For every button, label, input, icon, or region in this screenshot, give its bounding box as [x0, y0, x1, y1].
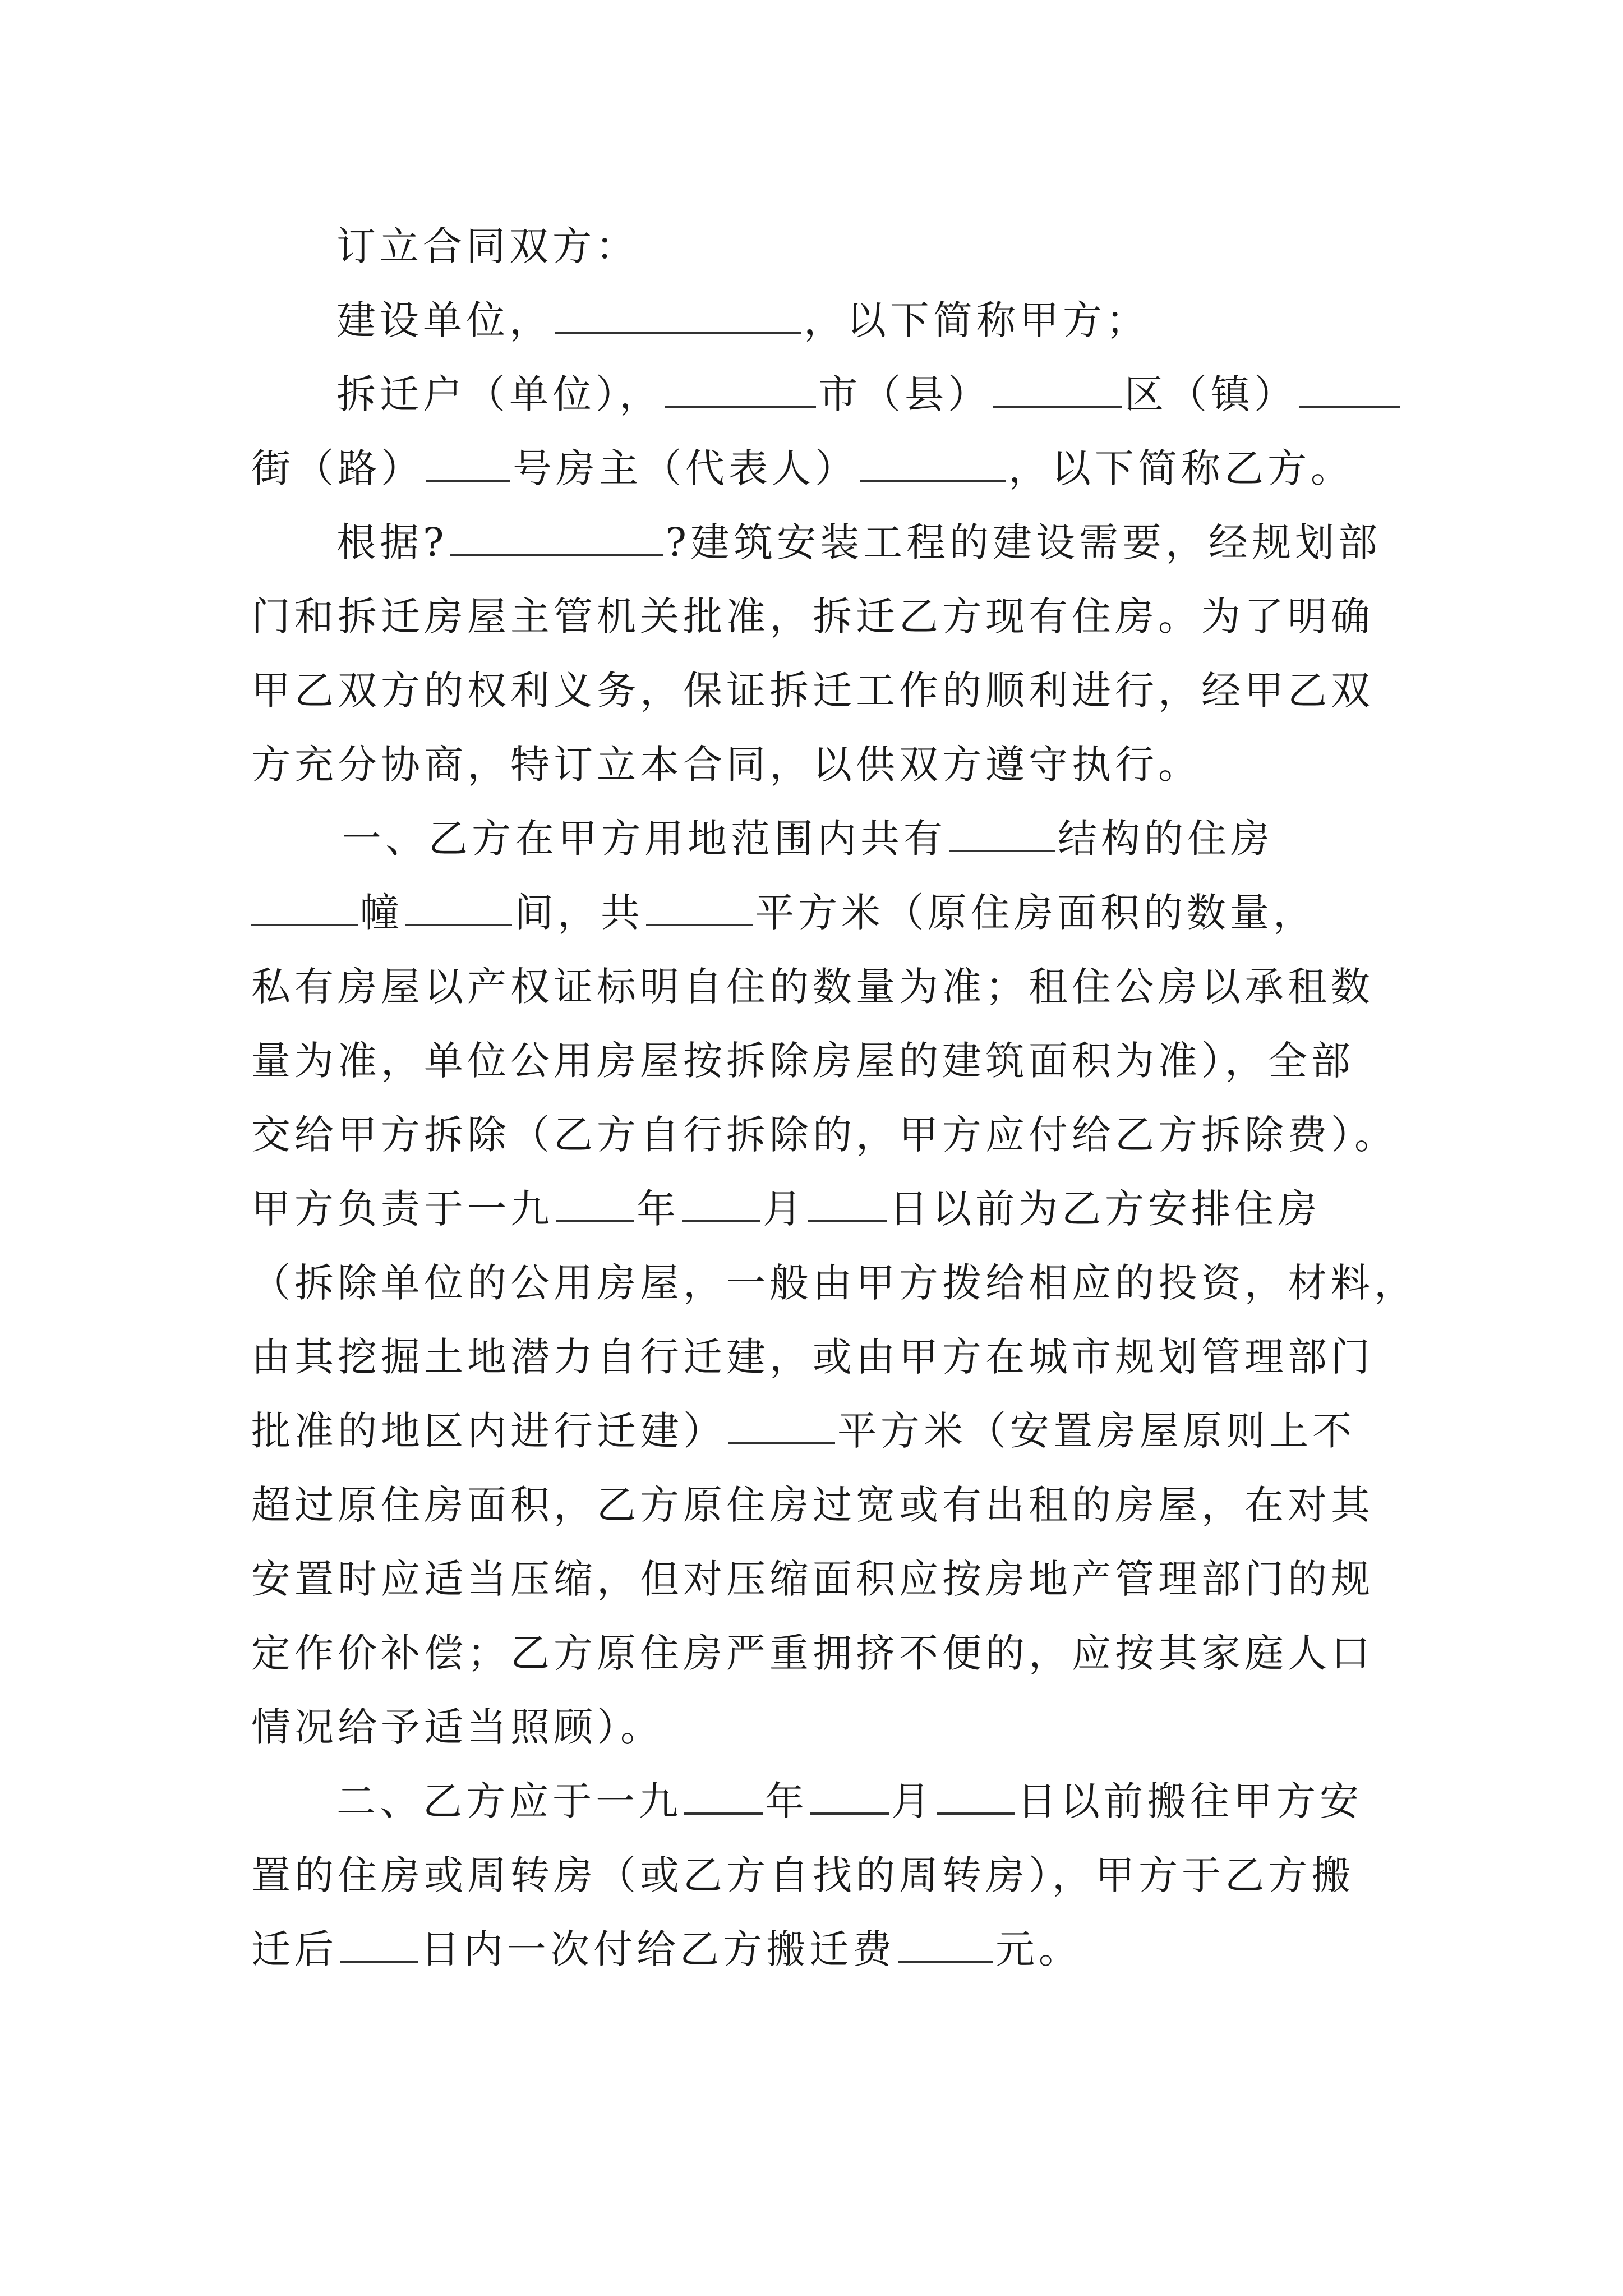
basis-line-2-text: 门和拆迁房屋主管机关批准，拆迁乙方现有住房。为了明确	[251, 593, 1374, 639]
project-name-blank[interactable]	[450, 521, 663, 556]
structure-type-blank[interactable]	[949, 817, 1055, 852]
month-label: 月	[763, 1186, 806, 1232]
party-b-name-blank[interactable]	[665, 373, 816, 408]
party-b-line-1	[336, 364, 1380, 425]
section-2-line-1	[336, 1770, 1380, 1832]
section-1-line-5	[251, 1104, 1423, 1166]
party-b-line-2	[251, 438, 1378, 499]
section-1-line-12	[251, 1622, 1378, 1684]
basis-line-4-text: 方充分协商，特订立本合同，以供双方遵守执行。	[251, 742, 1201, 788]
party-b-house-label: 号房主（代表人）	[513, 445, 858, 491]
section-1-line-1	[342, 808, 1419, 869]
party-a-prefix: 建设单位，	[336, 297, 552, 343]
placement-day-blank[interactable]	[808, 1188, 887, 1222]
move-year-blank[interactable]	[684, 1780, 763, 1815]
section-1-line-7-text: （拆除单位的公用房屋，一般由甲方拨给相应的投资，材料，	[251, 1260, 1417, 1306]
section-1-line-6	[251, 1178, 1378, 1240]
basis-prefix: 根据?	[336, 519, 448, 565]
room-count-blank[interactable]	[405, 891, 512, 926]
section-1-line-9-prefix: 批准的地区内进行迁建）	[251, 1408, 726, 1454]
area-unit-text: 平方米（原住房面积的数量，	[755, 890, 1316, 936]
basis-line-3-text: 甲乙双方的权利义务，保证拆迁工作的顺利进行，经甲乙双	[251, 668, 1374, 714]
section-1-line-13	[251, 1696, 1378, 1758]
section-1-line-11-text: 安置时应适当压缩，但对压缩面积应按房地产管理部门的规	[251, 1556, 1374, 1602]
building-unit: 幢	[360, 890, 403, 936]
section-1-line-9	[251, 1400, 1378, 1462]
party-a-line	[336, 289, 1380, 351]
section-2-line-3-suffix: 元。	[995, 1926, 1082, 1972]
section-1-line-4-text: 量为准，单位公用房屋按拆除房屋的建筑面积为准），全部	[251, 1038, 1354, 1084]
basis-line-2	[251, 586, 1378, 647]
section-2-line-3-prefix: 迁后	[251, 1926, 338, 1972]
section-1-line-11	[251, 1548, 1378, 1610]
section-2-line-1-prefix: 二、乙方应于一九	[336, 1778, 682, 1824]
section-1-line-12-text: 定作价补偿；乙方原住房严重拥挤不便的，应按其家庭人口	[251, 1630, 1374, 1676]
year-label: 年	[637, 1186, 680, 1232]
section-1-line-6-suffix: 日以前为乙方安排住房	[889, 1186, 1321, 1232]
section-1-line-13-text: 情况给予适当照顾）。	[251, 1704, 663, 1750]
intro-line	[336, 215, 1380, 277]
party-b-owner-blank[interactable]	[860, 447, 1006, 482]
section-2-line-3	[251, 1918, 1378, 1980]
section-1-line-4	[251, 1030, 1378, 1092]
party-b-street-label: 街（路）	[251, 445, 424, 491]
s2-year-label: 年	[765, 1778, 808, 1824]
section-1-line-9-suffix: 平方米（安置房屋原则上不	[837, 1408, 1355, 1454]
section-1-line-8-text: 由其挖掘土地潜力自行迁建，或由甲方在城市规划管理部门	[251, 1334, 1374, 1380]
basis-line-4	[251, 734, 1378, 795]
section-1-line-5-text: 交给甲方拆除（乙方自行拆除的，甲方应付给乙方拆除费）。	[251, 1112, 1398, 1158]
section-1-line-3	[251, 956, 1378, 1018]
section-1-line-1-prefix: 一、乙方在甲方用地范围内共有	[342, 816, 947, 862]
party-b-street-blank[interactable]	[426, 447, 510, 482]
section-2-line-2	[251, 1844, 1378, 1906]
placement-year-blank[interactable]	[556, 1188, 634, 1222]
party-b-district-label: 区（镇）	[1124, 371, 1297, 417]
section-1-line-3-text: 私有房屋以产权证标明自住的数量为准；租住公房以承租数	[251, 964, 1374, 1010]
party-a-name-blank[interactable]	[555, 299, 801, 334]
section-1-line-6-prefix: 甲方负责于一九	[251, 1186, 554, 1232]
section-2-line-1-suffix: 日以前搬往甲方安	[1017, 1778, 1363, 1824]
basis-line-1-suffix: ?建筑安装工程的建设需要，经规划部	[665, 519, 1382, 565]
section-2-line-2-text: 置的住房或周转房（或乙方自找的周转房），甲方于乙方搬	[251, 1852, 1354, 1898]
placement-month-blank[interactable]	[682, 1188, 760, 1222]
section-1-line-2	[251, 882, 1423, 944]
moving-fee-blank[interactable]	[898, 1928, 993, 1963]
section-2-line-3-mid: 日内一次付给乙方搬迁费	[421, 1926, 896, 1972]
s2-month-label: 月	[891, 1778, 934, 1824]
basis-line-3	[251, 660, 1378, 721]
section-1-line-1-suffix: 结构的住房	[1058, 816, 1274, 862]
intro-text: 订立合同双方：	[336, 223, 639, 269]
section-1-line-7	[251, 1252, 1423, 1314]
area-blank[interactable]	[646, 891, 753, 926]
party-b-district-blank[interactable]	[1299, 373, 1400, 408]
party-b-city-label: 市（县）	[818, 371, 991, 417]
room-unit: 间，共	[514, 890, 644, 936]
party-b-suffix: ，以下简称乙方。	[1008, 445, 1354, 491]
party-a-suffix: ，以下简称甲方；	[804, 297, 1149, 343]
section-1-line-8	[251, 1326, 1378, 1388]
section-1-line-10-text: 超过原住房面积，乙方原住房过宽或有出租的房屋，在对其	[251, 1482, 1374, 1528]
placement-area-blank[interactable]	[728, 1410, 835, 1444]
basis-line-1	[336, 512, 1380, 573]
party-b-city-blank[interactable]	[993, 373, 1122, 408]
section-1-line-10	[251, 1474, 1378, 1536]
move-month-blank[interactable]	[810, 1780, 889, 1815]
building-count-blank[interactable]	[251, 891, 358, 926]
payment-days-blank[interactable]	[340, 1928, 418, 1963]
move-day-blank[interactable]	[937, 1780, 1015, 1815]
party-b-prefix: 拆迁户（单位），	[336, 371, 662, 417]
